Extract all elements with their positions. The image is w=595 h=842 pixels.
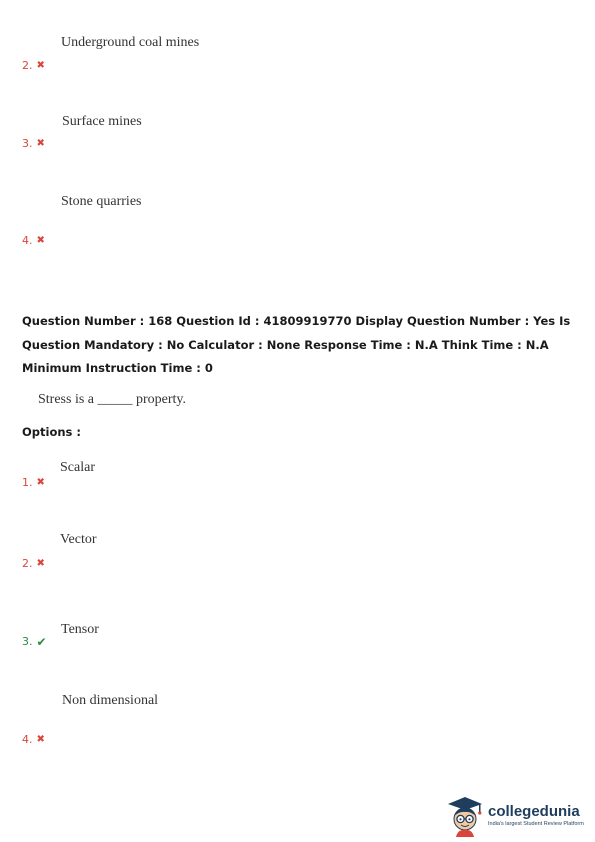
option-number bbox=[22, 234, 45, 247]
logo-name: collegedunia bbox=[488, 803, 580, 821]
option-number-label: 3. bbox=[22, 137, 33, 150]
option-number bbox=[22, 635, 47, 648]
mascot-icon bbox=[446, 795, 484, 837]
option-number-label: 2. bbox=[22, 59, 33, 72]
question-meta: Question Number : 168 Question Id : 41809919770 Display Question Number : Yes Is Question Mandatory : No Calculator : None Response Time : N.A Think Time : N.A Minimum Instruction Time : 0 bbox=[22, 314, 571, 375]
option-number bbox=[22, 557, 45, 570]
option-text: Scalar bbox=[60, 460, 95, 475]
option-number bbox=[22, 476, 45, 489]
option-text: Stone quarries bbox=[61, 194, 142, 209]
check-mark-icon: ✔ bbox=[36, 634, 47, 649]
option-text: Underground coal mines bbox=[61, 35, 200, 50]
option-number bbox=[22, 137, 45, 150]
question-text: Stress is a _____ property. bbox=[38, 392, 187, 407]
cross-mark-icon: ✖ bbox=[36, 234, 45, 246]
cross-mark-icon: ✖ bbox=[36, 557, 45, 569]
option-text: Tensor bbox=[61, 622, 99, 637]
options-label: Options : bbox=[22, 425, 81, 439]
option-number-label: 2. bbox=[22, 557, 33, 570]
option-number-label: 4. bbox=[22, 733, 33, 746]
option-number-label: 3. bbox=[22, 635, 33, 648]
option-number bbox=[22, 59, 45, 72]
cross-mark-icon: ✖ bbox=[36, 137, 45, 149]
collegedunia-logo bbox=[446, 794, 594, 838]
cross-mark-icon: ✖ bbox=[36, 476, 45, 488]
cross-mark-icon: ✖ bbox=[36, 733, 45, 745]
logo-tagline: India's largest Student Review Platform bbox=[488, 821, 584, 828]
option-text: Vector bbox=[60, 532, 97, 547]
option-number-label: 1. bbox=[22, 476, 33, 489]
option-text: Surface mines bbox=[62, 114, 142, 129]
cross-mark-icon: ✖ bbox=[36, 59, 45, 71]
option-number-label: 4. bbox=[22, 234, 33, 247]
option-number bbox=[22, 733, 45, 746]
option-text: Non dimensional bbox=[62, 693, 159, 708]
